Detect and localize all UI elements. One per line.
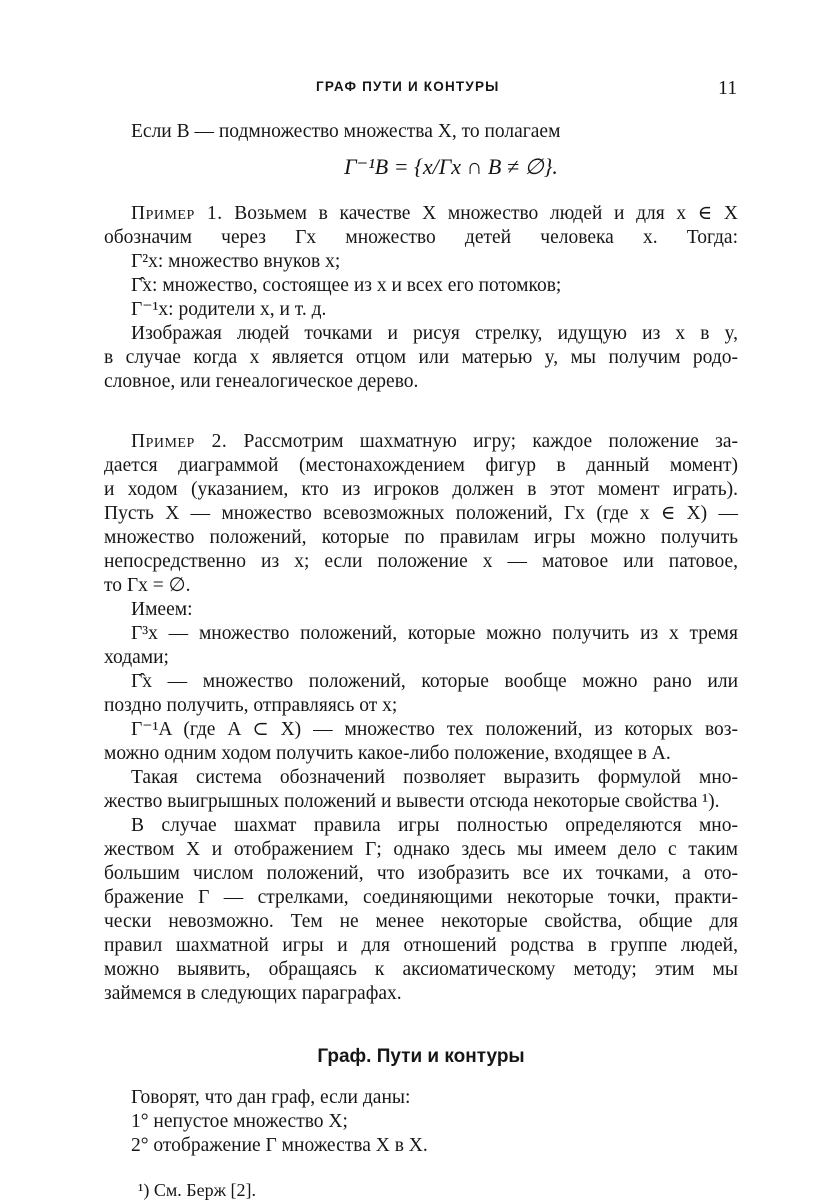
example-2-line: жество выигрышных положений и вывести отсюда некоторые свойства ¹). [104,791,720,812]
definition-line: 1° непустое множество X; [131,1111,348,1132]
page-header [0,77,840,101]
example-2-line: можно выявить, обращаясь к аксиоматическому методу; этим мы [104,959,738,980]
example-1-line: Изображая людей точками и рисуя стрелку, идущую из x в y, [131,323,738,344]
definition-line: 2° отображение Γ множества X в X. [131,1135,428,1156]
example-1-line: Γ̂x: множество, состоящее из x и всех его потомков; [131,275,562,296]
example-2-line: и ходом (указанием, кто из игроков должен в этот момент играть). [104,479,738,500]
example-2-line: Γ̂x — множество положений, которые вообще можно рано или [131,671,738,692]
example-2 [104,430,738,1006]
example-2-line: жеством X и отображением Γ; однако здесь мы имеем дело с таким [104,839,738,860]
example-2-line: можно одним ходом получить какое-либо положение, входящее в A. [104,743,671,764]
example-2-line: Такая система обозначений позволяет выразить формулой мно- [131,767,738,788]
example-2-label: Пример 2. [131,431,228,452]
formula-inverse-image: Γ⁻¹B = {x/Γx ∩ B ≠ ∅}. [344,154,558,179]
graph-definition [104,1086,738,1158]
example-1-line: в случае когда x является отцом или матерью y, мы получим родо- [104,347,738,368]
example-1-line [104,202,738,226]
example-1-line: Γ⁻¹x: родители x, и т. д. [131,299,327,320]
example-2-line: то Γx = ∅. [104,575,191,596]
example-2-line: дается диаграммой (местонахождением фигур в данный момент) [104,455,738,476]
example-2-line: ходами; [104,647,169,668]
example-1 [104,202,738,394]
example-2-line: чески невозможно. Тем не менее некоторые свойства, общие для [104,911,738,932]
example-2-line: Пусть X — множество всевозможных положений, Γx (где x ∈ X) — [104,503,738,524]
example-2-line: В случае шахмат правила игры полностью определяются мно- [131,815,738,836]
example-2-line: Имеем: [131,599,193,620]
page-number: 11 [718,77,738,99]
section-heading: Граф. Пути и контуры [317,1046,525,1067]
example-2-text: Рассмотрим шахматную игру; каждое положение за- [243,431,739,452]
body-text [104,120,738,1201]
example-1-line: Γ²x: множество внуков x; [131,251,341,272]
example-2-line: Γ³x — множество положений, которые можно получить из x тремя [131,623,738,644]
example-2-line: займемся в следующих параграфах. [104,983,402,1004]
example-2-line: множество положений, которые по правилам игры можно получить [104,527,738,548]
example-2-line: правил шахматной игры и для отношений родства в группе людей, [104,935,738,956]
example-2-line: Γ⁻¹A (где A ⊂ X) — множество тех положений, из которых воз- [131,719,738,740]
example-2-line: большим числом положений, что изобразить все их точками, а ото- [104,863,738,884]
running-head: ГРАФ ПУТИ И КОНТУРЫ [316,79,500,94]
example-2-line: бражение Γ — стрелками, соединяющими некоторые точки, практи- [104,887,738,908]
example-1-line: обозначим через Γx множество детей человека x. Тогда: [104,227,738,248]
footnote: ¹) См. Берж [2]. [138,1180,257,1200]
definition-line: Говорят, что дан граф, если даны: [131,1087,411,1108]
example-2-line [104,430,738,454]
intro-line: Если B — подмножество множества X, то полагаем [131,121,561,142]
example-1-label: Пример 1. [131,203,223,224]
example-2-line: непосредственно из x; если положение x — матовое или патовое, [104,551,738,572]
example-2-line: поздно получить, отправляясь от x; [104,695,398,716]
example-1-line: словное, или генеалогическое дерево. [104,371,419,392]
example-1-text: Возьмем в качестве X множество людей и для x ∈ X [234,203,739,224]
